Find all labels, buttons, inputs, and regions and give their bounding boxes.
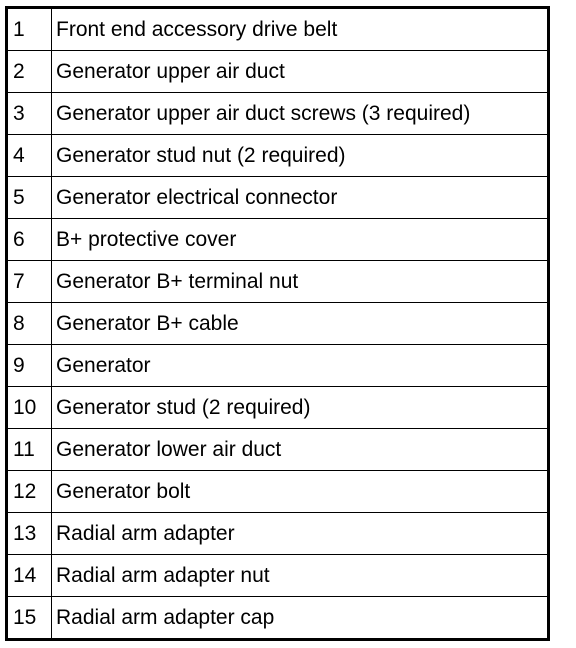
table-row: [7, 135, 549, 177]
table-row: [7, 8, 549, 51]
item-number: 10: [7, 387, 52, 429]
item-description: Generator B+ terminal nut: [52, 261, 549, 303]
table-row: [7, 555, 549, 597]
item-number: 3: [7, 93, 52, 135]
item-number: 11: [7, 429, 52, 471]
item-description: Front end accessory drive belt: [52, 8, 549, 51]
item-number: 15: [7, 597, 52, 640]
table-row: [7, 93, 549, 135]
table-row: [7, 177, 549, 219]
item-number: 1: [7, 8, 52, 51]
item-description: B+ protective cover: [52, 219, 549, 261]
item-number: 9: [7, 345, 52, 387]
parts-legend-table: [5, 6, 550, 641]
item-description: Generator: [52, 345, 549, 387]
item-number: 12: [7, 471, 52, 513]
item-number: 8: [7, 303, 52, 345]
table-row: [7, 51, 549, 93]
item-description: Generator stud (2 required): [52, 387, 549, 429]
item-description: Radial arm adapter nut: [52, 555, 549, 597]
table-row: [7, 303, 549, 345]
table-row: [7, 597, 549, 640]
item-description: Radial arm adapter cap: [52, 597, 549, 640]
table-row: [7, 345, 549, 387]
item-description: Generator stud nut (2 required): [52, 135, 549, 177]
item-description: Generator upper air duct screws (3 required): [52, 93, 549, 135]
item-description: Generator B+ cable: [52, 303, 549, 345]
legend-body: [7, 8, 549, 640]
item-description: Generator upper air duct: [52, 51, 549, 93]
table-row: [7, 471, 549, 513]
item-description: Generator lower air duct: [52, 429, 549, 471]
item-number: 13: [7, 513, 52, 555]
item-number: 5: [7, 177, 52, 219]
item-number: 4: [7, 135, 52, 177]
table-row: [7, 261, 549, 303]
item-number: 7: [7, 261, 52, 303]
table-row: [7, 387, 549, 429]
item-description: Radial arm adapter: [52, 513, 549, 555]
table-row: [7, 429, 549, 471]
table-row: [7, 219, 549, 261]
item-number: 14: [7, 555, 52, 597]
item-number: 2: [7, 51, 52, 93]
item-description: Generator bolt: [52, 471, 549, 513]
item-description: Generator electrical connector: [52, 177, 549, 219]
item-number: 6: [7, 219, 52, 261]
table-row: [7, 513, 549, 555]
